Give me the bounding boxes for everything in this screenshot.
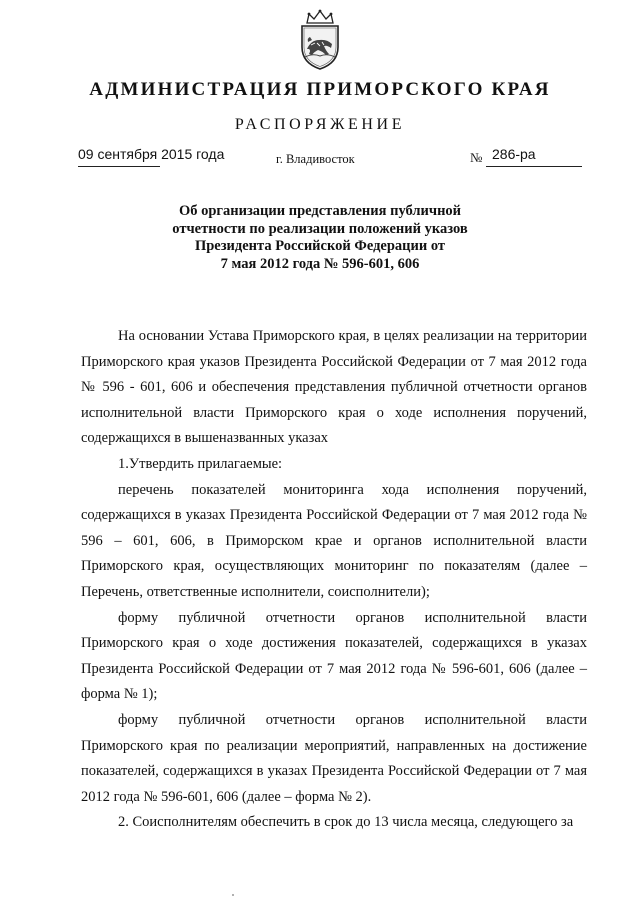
body-paragraph: форму публичной отчетности органов исполнительной власти Приморского края о ходе достижения показателей, содержащихся в указах Президента Российской Федерации от 7 мая 2012 года № 596-601, 606 (далее – форма № 1); [81, 609, 587, 703]
body-paragraph: На основании Устава Приморского края, в целях реализации на территории Приморского края указов Президента Российской Федерации от 7 мая 2012 года № 596 - 601, 606 и обеспечения представления публичной отчетности органов исполнительной власти Приморского края о ходе исполнения поручений, содержащихся в вышеназванных указах [81, 328, 587, 447]
number-underline [486, 166, 582, 167]
body-paragraph: 1.Утвердить прилагаемые: [118, 455, 283, 472]
number-sign: № [470, 150, 483, 165]
document-body [81, 324, 587, 836]
body-paragraph: 2. Соисполнителям обеспечить в срок до 13 числа месяца, следующего за [118, 814, 574, 831]
body-paragraph: перечень показателей мониторинга хода исполнения поручений, содержащихся в указах Президента Российской Федерации от 7 мая 2012 года № 596 – 601, 606, в Приморском крае и органов исполнительной власти Приморского края, осуществляющих мониторинг по показателям (далее – Перечень, ответственные исполнители, соисполнители); [81, 481, 587, 600]
date-underline [78, 166, 160, 167]
subject-line: отчетности по реализации положений указов [172, 220, 468, 237]
document-type: РАСПОРЯЖЕНИЕ [234, 116, 406, 133]
document-subject [150, 203, 490, 273]
document-number: 286-ра [492, 146, 536, 162]
organization-title: АДМИНИСТРАЦИЯ ПРИМОРСКОГО КРАЯ [89, 79, 551, 100]
subject-line: Президента Российской Федерации от [194, 238, 446, 254]
scan-artifact [232, 894, 234, 896]
document-city: г. Владивосток [276, 152, 355, 166]
subject-line: Об организации представления публичной [178, 203, 462, 219]
body-paragraph: форму публичной отчетности органов исполнительной власти Приморского края по реализации мероприятий, направленных на достижение показателей, содержащихся в указах Президента Российской Федерации от 7 мая 2012 года № 596-601, 606 (далее – форма № 2). [81, 711, 587, 805]
subject-line: 7 мая 2012 года № 596-601, 606 [220, 255, 420, 272]
coat-of-arms-icon [297, 9, 343, 71]
document-date: 09 сентября 2015 года [78, 146, 225, 162]
